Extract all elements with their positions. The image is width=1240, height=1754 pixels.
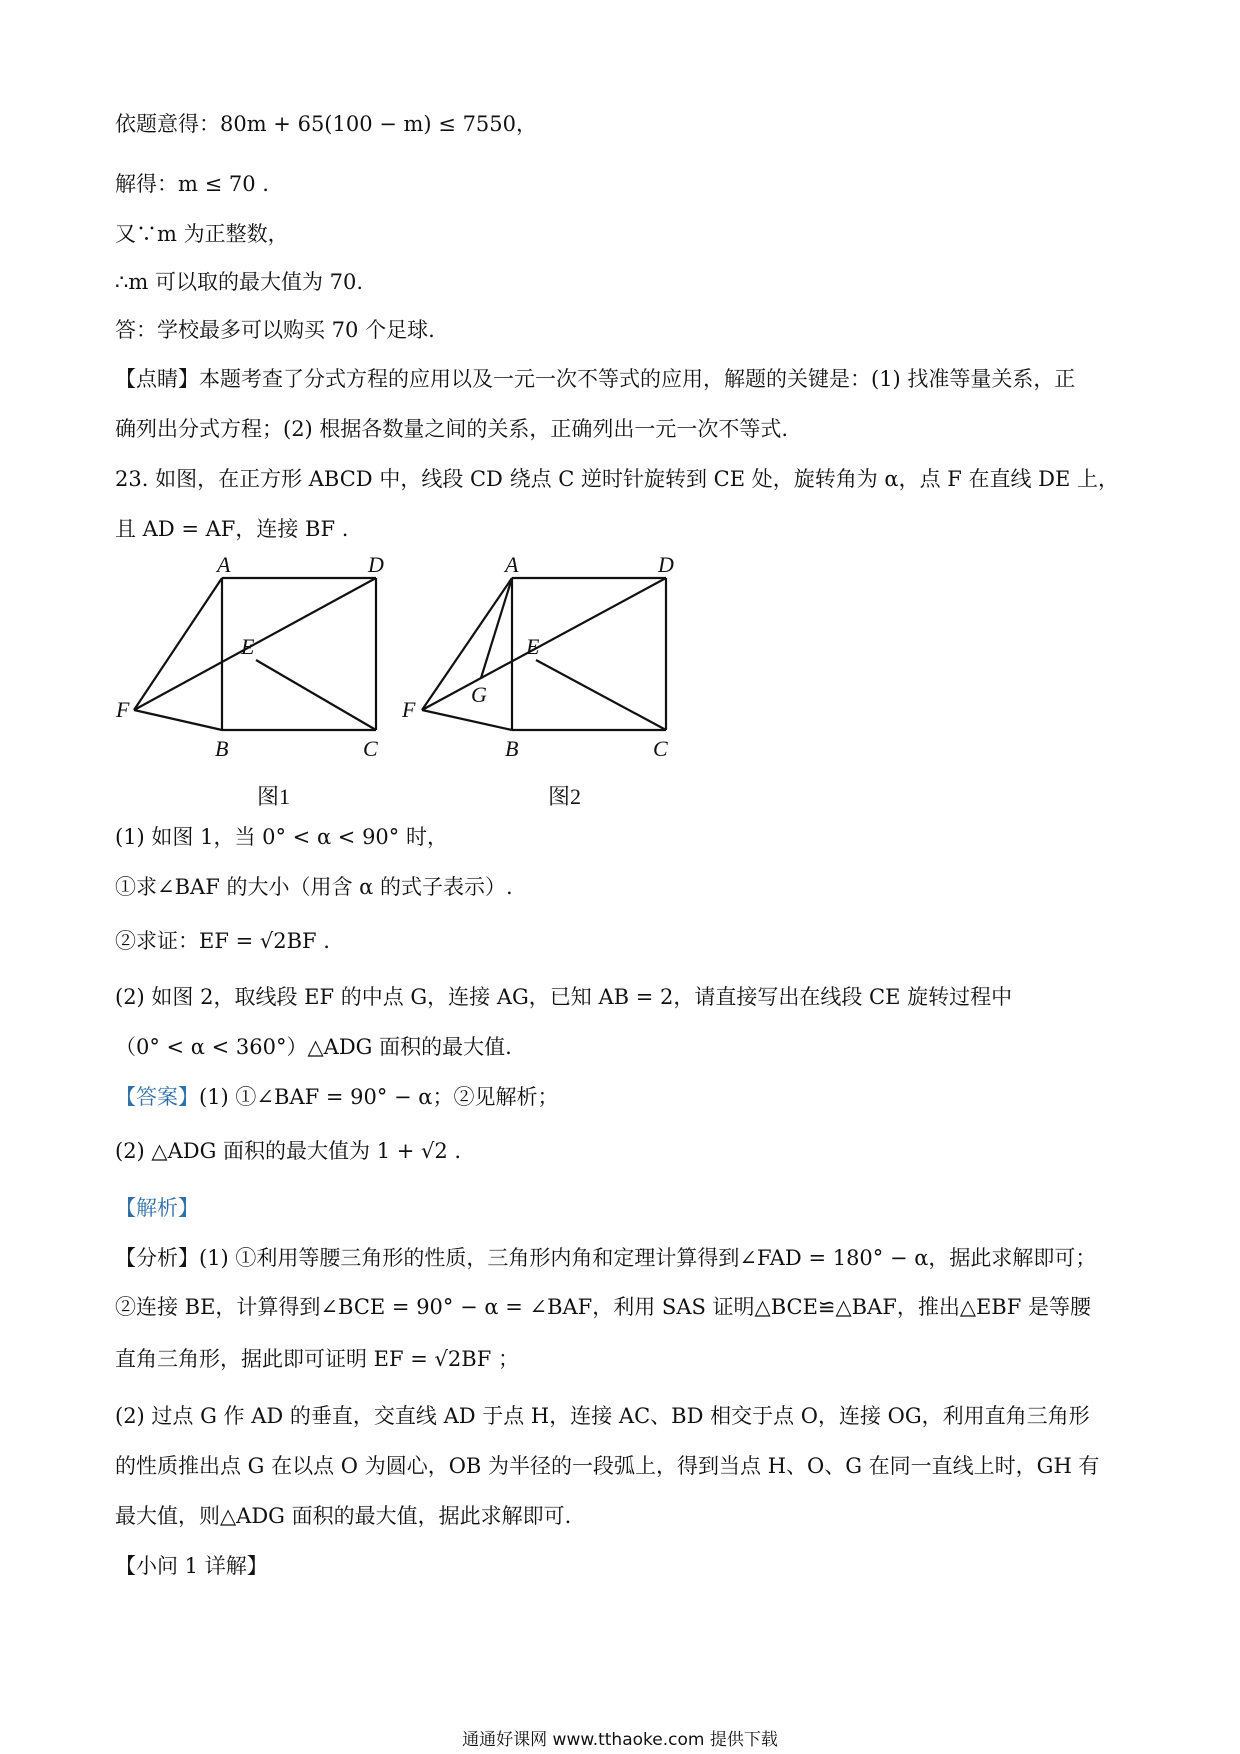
answer-line: 答：学校最多可以购买 70 个足球. <box>115 318 435 342</box>
figure-1-caption: 图1 <box>257 784 291 809</box>
analysis-line-4: (2) 过点 G 作 AD 的垂直，交直线 AD 于点 H，连接 AC、BD 相交于点 O，连接 OG，利用直角三角形 <box>115 1404 1090 1428</box>
answer-part-2: (2) △ADG 面积的最大值为 1 + √2 . <box>115 1139 462 1163</box>
equation-line: 依题意得：80m + 65(100 − m) ≤ 7550， <box>115 112 538 136</box>
part-2-question-line-1: (2) 如图 2，取线段 EF 的中点 G，连接 AG，已知 AB = 2，请直接写出在线段 CE 旋转过程中 <box>115 985 1013 1009</box>
analysis-line-1: 【分析】(1) ①利用等腰三角形的性质，三角形内角和定理计算得到∠FAD = 180° − α，据此求解即可； <box>115 1246 1097 1270</box>
fig2-label-a: A <box>505 552 519 577</box>
comment-line-2: 确列出分式方程；(2) 根据各数量之间的关系，正确列出一元一次不等式. <box>115 417 789 441</box>
fig1-label-f: F <box>116 697 130 722</box>
analysis-heading: 【解析】 <box>115 1196 199 1220</box>
part-2-question-line-2: （0° < α < 360°）△ADG 面积的最大值. <box>115 1035 512 1059</box>
fig2-label-e: E <box>526 634 540 659</box>
solution-line: 解得：m ≤ 70 . <box>115 172 269 196</box>
analysis-line-3: 直角三角形，据此即可证明 EF = √2BF ； <box>115 1347 519 1371</box>
fig1-label-c: C <box>363 736 378 761</box>
question-23-line-2: 且 AD = AF，连接 BF . <box>115 517 349 541</box>
conclusion-line: ∴m 可以取的最大值为 70. <box>115 270 364 294</box>
figure-2-caption: 图2 <box>548 784 582 809</box>
comment-line-1: 【点睛】本题考查了分式方程的应用以及一元一次不等式的应用，解题的关键是：(1) 找准等量关系，正 <box>115 367 1076 391</box>
sub-question-1-heading: 【小问 1 详解】 <box>115 1554 268 1578</box>
fig1-label-a: A <box>217 552 231 577</box>
analysis-line-2: ②连接 BE，计算得到∠BCE = 90° − α = ∠BAF，利用 SAS 证明△BCE≌△BAF，推出△EBF 是等腰 <box>115 1295 1091 1319</box>
reason-line: 又∵m 为正整数， <box>115 222 289 246</box>
fig1-label-d: D <box>368 552 384 577</box>
fig1-label-e: E <box>241 634 255 659</box>
answer-marker: 【答案】 <box>115 1085 199 1109</box>
figure-1-diagram <box>110 552 400 761</box>
figure-2 <box>400 552 690 764</box>
analysis-line-6: 最大值，则△ADG 面积的最大值，据此求解即可. <box>115 1504 572 1528</box>
fig2-label-b: B <box>505 736 519 761</box>
figure-2-diagram <box>400 552 690 761</box>
part-1-question-a: ①求∠BAF 的大小（用含 α 的式子表示）. <box>115 875 513 899</box>
fig1-label-b: B <box>215 736 229 761</box>
part-1-question-b: ②求证：EF = √2BF . <box>115 929 330 953</box>
figure-1 <box>110 552 400 764</box>
answer-part-1: 【答案】(1) ①∠BAF = 90° − α；②见解析； <box>115 1085 559 1109</box>
page-footer: 通通好课网 www.tthaoke.com 提供下载 <box>462 1730 778 1750</box>
analysis-line-5: 的性质推出点 G 在以点 O 为圆心，OB 为半径的一段弧上，得到当点 H、O、G 在同一直线上时，GH 有 <box>115 1454 1100 1478</box>
question-23-line-1: 23. 如图，在正方形 ABCD 中，线段 CD 绕点 C 逆时针旋转到 CE 处，旋转角为 α，点 F 在直线 DE 上， <box>115 467 1120 491</box>
fig2-label-c: C <box>653 736 668 761</box>
fig2-label-d: D <box>658 552 674 577</box>
fig2-label-g: G <box>471 682 487 707</box>
part-1-intro: (1) 如图 1，当 0° < α < 90° 时， <box>115 825 448 849</box>
fig2-label-f: F <box>402 697 416 722</box>
